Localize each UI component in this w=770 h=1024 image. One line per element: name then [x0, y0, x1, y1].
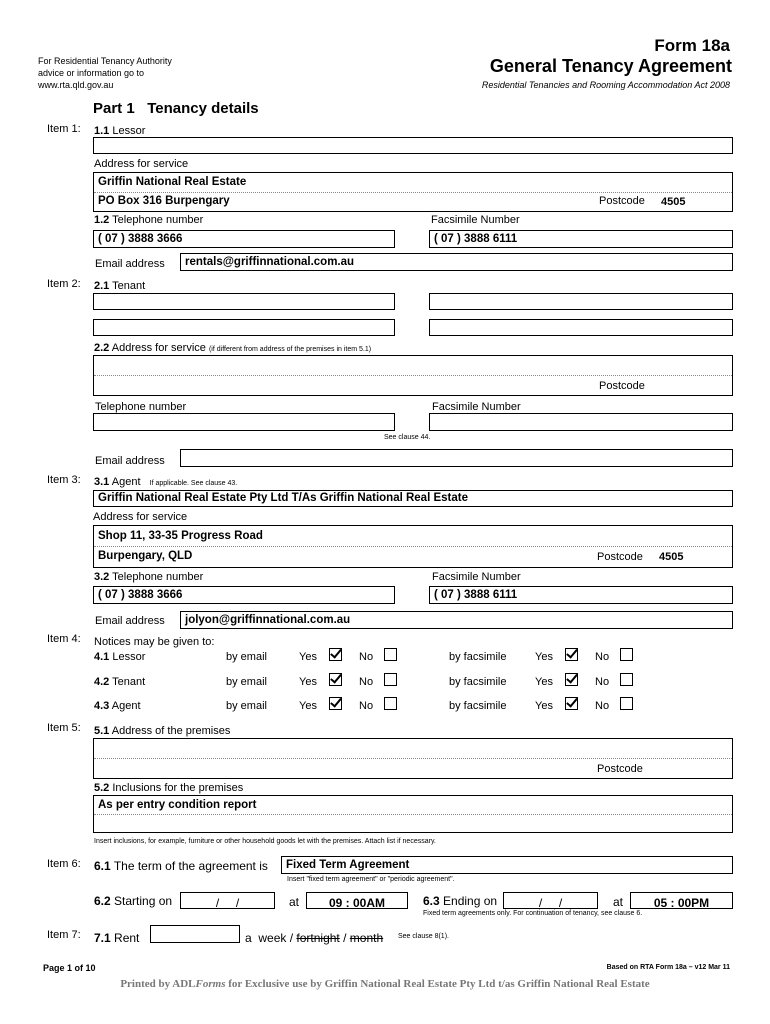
end-date-field[interactable]: / / [503, 892, 598, 909]
premises-address-field[interactable] [93, 738, 733, 779]
agent-tel-label: 3.2 Telephone number [94, 571, 204, 583]
lessor-tel-label: 1.2 Telephone number [94, 214, 204, 226]
tenant-label: 2.1 Tenant [94, 280, 146, 292]
based-on-note: Based on RTA Form 18a – v12 Mar 11 [606, 964, 730, 971]
period-fortnight-option[interactable]: fortnight [296, 931, 340, 945]
term-label: 6.1 The term of the agreement is [94, 859, 268, 873]
rent-period: a week / fortnight / month [245, 931, 384, 945]
end-note: Fixed term agreements only. For continuation of tenancy, see clause 6. [423, 910, 643, 917]
lessor-address-line-2: PO Box 316 Burpengary [98, 195, 230, 207]
start-date-field[interactable]: / / [180, 892, 275, 909]
form-title: General Tenancy Agreement [489, 56, 732, 76]
agent-fax-no-checkbox[interactable] [620, 697, 633, 710]
item-4-label: Item 4: [47, 633, 81, 645]
tenant-fax-field[interactable] [429, 413, 733, 431]
agent-address-label: Address for service [93, 511, 188, 523]
act-name: Residential Tenancies and Rooming Accommodation Act 2008 [481, 80, 730, 90]
lessor-postcode: 4505 [661, 196, 686, 208]
tenant-email-label: Email address [95, 455, 165, 467]
agent-address-line-2: Burpengary, QLD [98, 550, 193, 562]
tenant-address-field[interactable] [93, 355, 733, 396]
tenant-tel-field[interactable] [93, 413, 395, 431]
lessor-email-no-checkbox[interactable] [384, 648, 397, 661]
item-5-label: Item 5: [47, 722, 81, 734]
agent-field[interactable]: Griffin National Real Estate Pty Ltd T/As Griffin National Real Estate [93, 490, 733, 507]
clause-8-note: See clause 8(1). [398, 933, 449, 940]
tenant-address-label: 2.2 Address for service (if different from address of the premises in item 5.1) [94, 342, 372, 354]
notices-title: Notices may be given to: [94, 636, 215, 648]
end-at-label: at [613, 895, 624, 909]
lessor-address-field[interactable] [93, 172, 733, 212]
lessor-fax-no-checkbox[interactable] [620, 648, 633, 661]
tenant-field-2[interactable] [429, 293, 733, 310]
premises-postcode-label: Postcode [597, 763, 643, 775]
lessor-address-line-1: Griffin National Real Estate [98, 176, 247, 188]
agent-postcode-label: Postcode [597, 551, 643, 563]
item-1-label: Item 1: [47, 123, 81, 135]
tenant-field-1[interactable] [93, 293, 395, 310]
printed-by-footer: Printed by ADLForms for Exclusive use by Griffin National Real Estate Pty Ltd t/as Griffin National Real Estate [120, 978, 650, 990]
inclusions-label: 5.2 Inclusions for the premises [94, 782, 244, 794]
tenant-email-yes-checkbox[interactable] [329, 673, 342, 686]
agent-fax-label: Facsimile Number [432, 571, 521, 583]
part-heading [93, 100, 259, 117]
lessor-email-label: Email address [95, 258, 165, 270]
tenant-field-3[interactable] [93, 319, 395, 336]
lessor-address-label: Address for service [94, 158, 189, 170]
notice-row-tenant: 4.2 Tenant by email Yes No by facsimile Yes No [0, 676, 770, 700]
agent-fax-field[interactable]: ( 07 ) 3888 6111 [429, 586, 733, 604]
tenant-email-no-checkbox[interactable] [384, 673, 397, 686]
agent-address-line-1: Shop 11, 33-35 Progress Road [98, 530, 263, 542]
authority-line-2: advice or information go to [38, 68, 145, 78]
tenant-email-field[interactable] [180, 449, 733, 467]
notice-row-agent: 4.3 Agent by email Yes No by facsimile Yes No [0, 700, 770, 724]
lessor-email-field[interactable]: rentals@griffinnational.com.au [180, 253, 733, 271]
tenant-field-4[interactable] [429, 319, 733, 336]
part-title: Tenancy details [147, 100, 259, 117]
end-label: 6.3 Ending on [423, 894, 498, 908]
item-2-label: Item 2: [47, 278, 81, 290]
rent-label: 7.1 Rent [94, 931, 140, 945]
lessor-email-yes-checkbox[interactable] [329, 648, 342, 661]
item-6-label: Item 6: [47, 858, 81, 870]
form-number: Form 18a [654, 36, 730, 55]
rent-field[interactable] [150, 925, 240, 943]
term-field[interactable]: Fixed Term Agreement [281, 856, 733, 874]
tenant-postcode-label: Postcode [599, 380, 645, 392]
authority-link[interactable]: www.rta.qld.gov.au [38, 80, 114, 90]
period-week-option[interactable]: week [258, 931, 287, 945]
agent-address-field[interactable] [93, 525, 733, 568]
inclusions-note: Insert inclusions, for example, furniture or other household goods let with the premises. Attach list if necessary. [94, 838, 436, 845]
item-7-label: Item 7: [47, 929, 81, 941]
period-month-option[interactable]: month [349, 931, 384, 945]
agent-email-field[interactable]: jolyon@griffinnational.com.au [180, 611, 733, 629]
lessor-fax-yes-checkbox[interactable] [565, 648, 578, 661]
agent-postcode: 4505 [659, 551, 684, 563]
premises-address-label: 5.1 Address of the premises [94, 725, 231, 737]
lessor-tel-field[interactable]: ( 07 ) 3888 3666 [93, 230, 395, 248]
item-3-label: Item 3: [47, 474, 81, 486]
agent-label: 3.1 Agent If applicable. See clause 43. [94, 476, 238, 488]
part-number: Part 1 [93, 100, 135, 117]
tenant-fax-label: Facsimile Number [432, 401, 521, 413]
start-label: 6.2 Starting on [94, 894, 173, 908]
page-number: Page 1 of 10 [43, 963, 96, 973]
lessor-label: 1.1 Lessor [94, 125, 146, 137]
term-note: Insert "fixed term agreement" or "periodic agreement". [287, 876, 455, 883]
agent-email-no-checkbox[interactable] [384, 697, 397, 710]
authority-info [38, 55, 172, 91]
lessor-field[interactable] [93, 137, 733, 154]
lessor-fax-label: Facsimile Number [431, 214, 520, 226]
authority-line-1: For Residential Tenancy Authority [38, 56, 172, 66]
agent-fax-yes-checkbox[interactable] [565, 697, 578, 710]
lessor-fax-field[interactable]: ( 07 ) 3888 6111 [429, 230, 733, 248]
start-at-label: at [289, 895, 300, 909]
tenant-fax-yes-checkbox[interactable] [565, 673, 578, 686]
tenant-tel-label: Telephone number [95, 401, 187, 413]
agent-email-yes-checkbox[interactable] [329, 697, 342, 710]
tenant-fax-no-checkbox[interactable] [620, 673, 633, 686]
agent-tel-field[interactable]: ( 07 ) 3888 3666 [93, 586, 395, 604]
notice-row-lessor: 4.1 Lessor by email Yes No by facsimile Yes No [0, 651, 770, 675]
agent-email-label: Email address [95, 615, 165, 627]
clause-44-note: See clause 44. [384, 434, 431, 441]
inclusions-field[interactable]: As per entry condition report [93, 795, 733, 833]
end-time-field[interactable]: 05 : 00PM [630, 892, 733, 909]
start-time-field[interactable]: 09 : 00AM [306, 892, 408, 909]
lessor-postcode-label: Postcode [599, 195, 645, 207]
